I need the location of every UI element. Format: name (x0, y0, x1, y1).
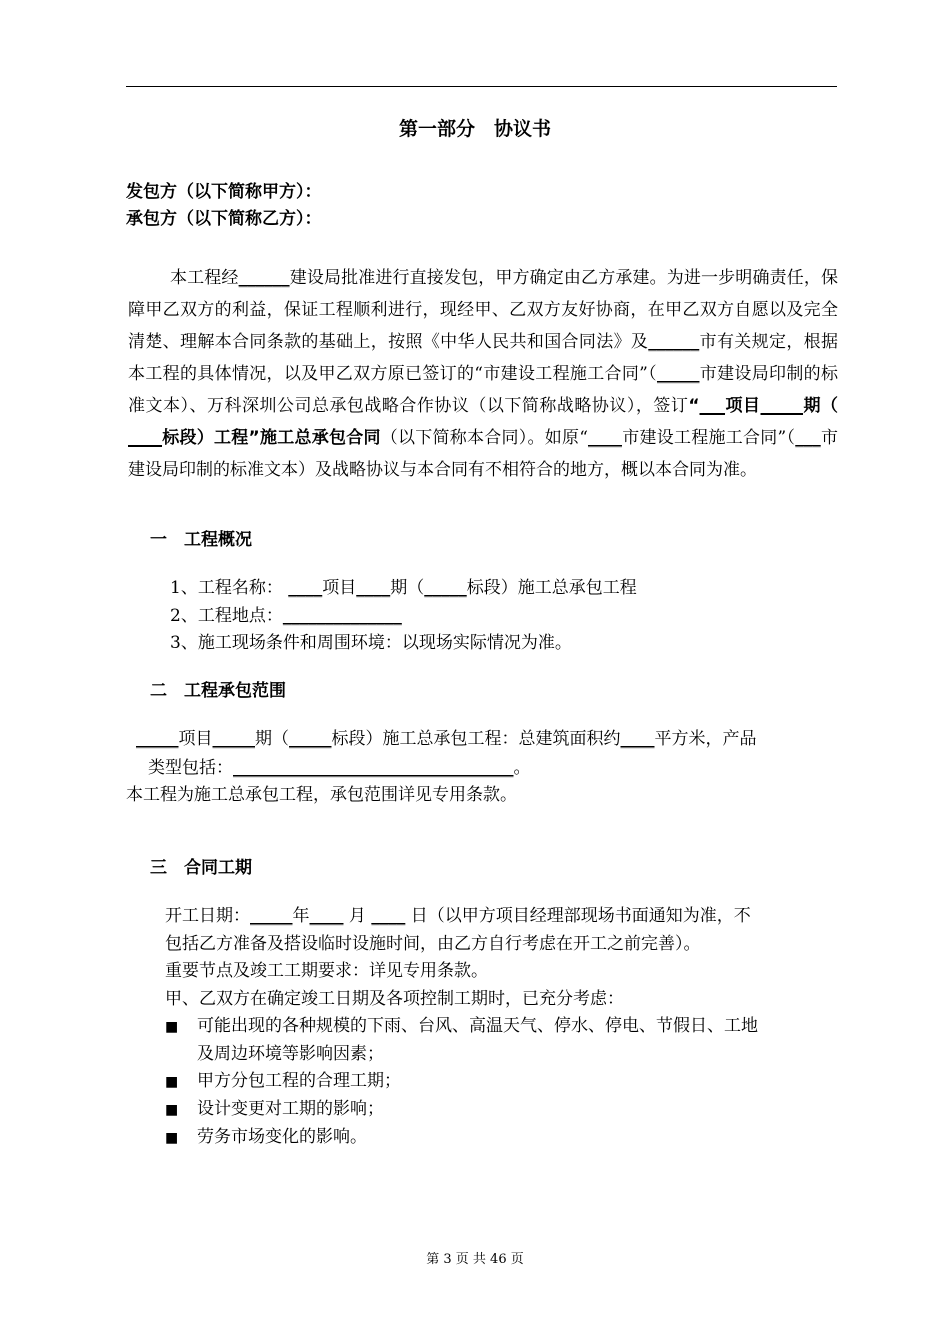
blank-field: _____ (136, 729, 179, 749)
consider-line: 甲、乙双方在确定竣工日期及各项控制工期时，已充分考虑： (165, 989, 624, 1009)
label: 日（以甲方项目经理部现场书面通知为准，不 (405, 906, 751, 926)
blank-field: _____ (656, 364, 700, 384)
label: 2、工程地点： (170, 606, 283, 626)
label: 标段）施工总承包工程 (466, 578, 637, 598)
page-footer: 第 3 页 共 46 页 (426, 1252, 524, 1267)
page-title: 第一部分 协议书 (398, 118, 551, 140)
list-item-text: 劳务市场变化的影响。 (197, 1127, 367, 1147)
blank-field: ____ (371, 906, 406, 926)
intro-text: 市建设局印制的标准文本）、万科深圳公司总承包战略合作协议（以下简称战略协议），签订 (128, 364, 838, 416)
label: 期（ (255, 729, 289, 749)
section-heading-schedule: 三 合同工期 (150, 858, 252, 878)
label: 标段）施工总承包工程：总建筑面积约 (331, 729, 621, 749)
milestone-line: 重要节点及竣工工期要求：详见专用条款。 (165, 961, 488, 981)
intro-text: 建设局批准进行直接发包，甲方确定由乙方承建。为进一步明确责任，保障甲乙双方的利益，保证工程顺利进行，现经甲、乙双方友好协商，在甲乙双方自愿以及完全清楚、理解本合同条款的基础上，按照《中华人民共和国合同法》及 (128, 268, 839, 352)
bullet-icon: ■ (165, 1074, 179, 1090)
blank-field: ___ (699, 396, 726, 416)
blank-field: ___ (795, 428, 821, 448)
list-item (165, 1097, 384, 1122)
bullet-icon: ■ (165, 1019, 179, 1035)
list-item (165, 1014, 758, 1039)
list-item (165, 1125, 367, 1150)
intro-text: 市有关规定，根据本工程的具体情况，以及甲乙双方原已签订的“ (128, 332, 839, 384)
label: 1、工程名称： (170, 578, 283, 598)
intro-text: 市建设工程施工合同”（ (483, 364, 657, 384)
contract-name: 项目 (725, 396, 761, 416)
list-item (165, 1069, 401, 1094)
section-heading-scope: 二 工程承包范围 (150, 681, 286, 701)
party-b-line: 承包方（以下简称乙方）： (126, 209, 322, 229)
blank-field: ______ (238, 268, 290, 288)
blank-field: ____ (620, 729, 655, 749)
label: 平方米，产品 (654, 729, 757, 749)
start-date-line (165, 904, 751, 928)
bullet-icon: ■ (165, 1130, 179, 1146)
blank-field: _____ (424, 578, 467, 598)
blank-field: ______ (648, 332, 700, 352)
intro-text: 市建设局印制的标准文本）及战略协议与本合同有不相符合的地方，概以本合同为准。 (128, 428, 838, 480)
section-heading-overview: 一 工程概况 (150, 530, 252, 550)
start-date-line-2: 包括乙方准备及搭设临时设施时间，由乙方自行考虑在开工之前完善）。 (165, 934, 701, 954)
label: 月 (343, 906, 372, 926)
blank-field: _____ (250, 906, 293, 926)
blank-field: _____ (212, 729, 255, 749)
intro-paragraph (128, 262, 838, 486)
party-a-line: 发包方（以下简称甲方）： (126, 182, 322, 202)
blank-field: ____ (356, 578, 391, 598)
blank-field: ____ (309, 906, 344, 926)
intro-text: 市建设工程施工合同”（ (621, 428, 796, 448)
blank-field: _____ (289, 729, 332, 749)
scope-line-2 (148, 756, 531, 780)
blank-field: _________________________________ (233, 758, 514, 778)
blank-field: ______________ (282, 606, 402, 626)
site-conditions-line: 3、施工现场条件和周围环境：以现场实际情况为准。 (170, 633, 572, 653)
bullet-icon: ■ (165, 1102, 179, 1118)
list-item-text: 设计变更对工期的影响； (197, 1099, 384, 1119)
project-name-line (170, 576, 637, 600)
scope-line-1 (136, 727, 757, 751)
label: 类型包括： (148, 758, 233, 778)
label: 开工日期： (165, 906, 250, 926)
label: 年 (292, 906, 310, 926)
intro-text: （以下简称本合同）。如原“ (380, 428, 588, 448)
contract-name: 标段）工程”施工总承包合同 (162, 428, 381, 448)
contract-name: “ (688, 396, 700, 416)
intro-text: 本工程经 (170, 268, 239, 288)
contract-name: 期（ (803, 396, 839, 416)
blank-field: ____ (288, 578, 323, 598)
label: 期（ (390, 578, 425, 598)
list-item-continuation: 及周边环境等影响因素； (197, 1044, 384, 1064)
label: 。 (513, 758, 531, 778)
list-item-text: 甲方分包工程的合理工期； (197, 1071, 401, 1091)
blank-field: ____ (587, 428, 622, 448)
label: 项目 (322, 578, 357, 598)
project-location-line (170, 604, 402, 628)
header-rule (126, 86, 837, 87)
blank-field: ____ (128, 428, 162, 448)
blank-field: _____ (760, 396, 804, 416)
list-item-text: 可能出现的各种规模的下雨、台风、高温天气、停水、停电、节假日、工地 (197, 1016, 758, 1036)
scope-line-3: 本工程为施工总承包工程，承包范围详见专用条款。 (126, 785, 517, 805)
label: 项目 (178, 729, 213, 749)
